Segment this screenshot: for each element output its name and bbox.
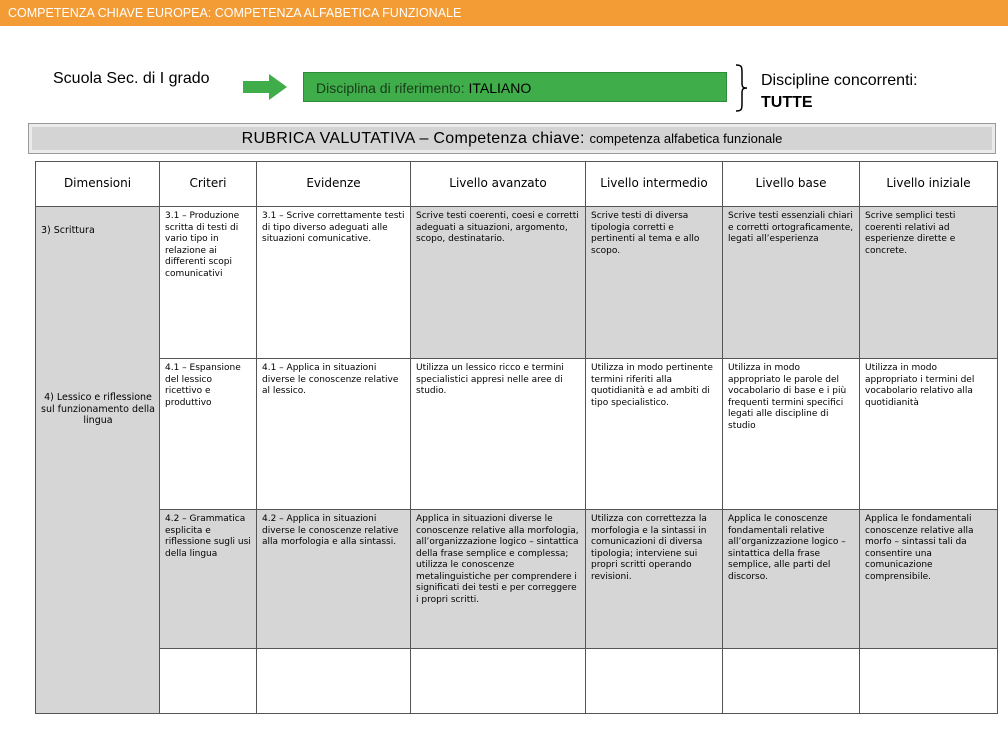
header-criteri: Criteri bbox=[160, 162, 257, 207]
empty-cell bbox=[257, 649, 411, 714]
table-row bbox=[36, 510, 998, 649]
base-cell: Scrive testi essenziali chiari e corretti ortograficamente, legati all’esperienza bbox=[723, 207, 860, 359]
empty-cell bbox=[860, 649, 998, 714]
right-arrow-icon bbox=[243, 74, 287, 100]
table-row bbox=[36, 359, 998, 510]
header-livello-iniziale: Livello iniziale bbox=[860, 162, 998, 207]
empty-cell bbox=[586, 649, 723, 714]
intermedio-cell: Utilizza in modo pertinente termini riferiti alla quotidianità e ad ambiti di tipo specialistico. bbox=[586, 359, 723, 510]
criterio-cell: 4.1 – Espansione del lessico ricettivo e produttivo bbox=[160, 359, 257, 510]
concurrent-value: TUTTE bbox=[761, 94, 813, 111]
table-row bbox=[36, 207, 998, 359]
page-header: COMPETENZA CHIAVE EUROPEA: COMPETENZA ALFABETICA FUNZIONALE bbox=[0, 0, 1008, 26]
iniziale-cell: Scrive semplici testi coerenti relativi ad esperienze dirette e concrete. bbox=[860, 207, 998, 359]
avanzato-cell: Utilizza un lessico ricco e termini specialistici appresi nelle aree di studio. bbox=[411, 359, 586, 510]
avanzato-cell: Applica in situazioni diverse le conoscenze relative alla morfologia, all’organizzazione logico – sintattica della frase semplice e complessa; utilizza le conoscenze metalinguistiche per comprendere i significati dei testi e per correggere i propri scritti. bbox=[411, 510, 586, 649]
concurrent-disciplines bbox=[761, 70, 918, 114]
avanzato-cell: Scrive testi coerenti, coesi e corretti adeguati a situazioni, argomento, scopo, destinatario. bbox=[411, 207, 586, 359]
dimensions-cell bbox=[36, 207, 160, 714]
evidenza-cell: 3.1 – Scrive correttamente testi di tipo diverso adeguati alle situazioni comunicative. bbox=[257, 207, 411, 359]
evidenza-cell: 4.2 – Applica in situazioni diverse le conoscenze relative alla morfologia e alla sintassi. bbox=[257, 510, 411, 649]
base-cell: Applica le conoscenze fondamentali relative all’organizzazione logico – sintattica della frase semplice, alle parti del discorso. bbox=[723, 510, 860, 649]
iniziale-cell: Utilizza in modo appropriato i termini del vocabolario relativo alla quotidianità bbox=[860, 359, 998, 510]
discipline-label: Disciplina di riferimento: bbox=[316, 80, 469, 96]
iniziale-cell: Applica le fondamentali conoscenze relative alla morfo – sintassi tali da consentire una comunicazione comprensibile. bbox=[860, 510, 998, 649]
header-livello-base: Livello base bbox=[723, 162, 860, 207]
table-header-row bbox=[36, 162, 998, 207]
criterio-cell: 4.2 – Grammatica esplicita e riflessione sugli usi della lingua bbox=[160, 510, 257, 649]
evidenza-cell: 4.1 – Applica in situazioni diverse le conoscenze relative al lessico. bbox=[257, 359, 411, 510]
header-livello-intermedio: Livello intermedio bbox=[586, 162, 723, 207]
rubric-table bbox=[35, 161, 998, 714]
criterio-cell: 3.1 – Produzione scritta di testi di vario tipo in relazione ai differenti scopi comunicativi bbox=[160, 207, 257, 359]
discipline-value: ITALIANO bbox=[468, 80, 532, 96]
empty-cell bbox=[411, 649, 586, 714]
school-level: Scuola Sec. di I grado bbox=[53, 70, 210, 87]
dimension-scrittura: 3) Scrittura bbox=[41, 225, 95, 236]
intermedio-cell: Scrive testi di diversa tipologia corretti e pertinenti al tema e allo scopo. bbox=[586, 207, 723, 359]
discipline-box bbox=[303, 72, 727, 102]
rubric-title-bar bbox=[28, 123, 996, 154]
dimension-lessico: 4) Lessico e riflessione sul funzionamento della lingua bbox=[41, 392, 155, 426]
header-evidenze: Evidenze bbox=[257, 162, 411, 207]
base-cell: Utilizza in modo appropriato le parole del vocabolario di base e i più frequenti termini specifici legati alle discipline di studio bbox=[723, 359, 860, 510]
header-livello-avanzato: Livello avanzato bbox=[411, 162, 586, 207]
concurrent-label: Discipline concorrenti: bbox=[761, 72, 918, 89]
header-dimensioni: Dimensioni bbox=[36, 162, 160, 207]
empty-cell bbox=[160, 649, 257, 714]
rubric-subtitle: competenza alfabetica funzionale bbox=[589, 131, 783, 146]
empty-cell bbox=[723, 649, 860, 714]
rubric-title: RUBRICA VALUTATIVA – Competenza chiave: bbox=[241, 130, 590, 147]
intermedio-cell: Utilizza con correttezza la morfologia e la sintassi in comunicazioni di diversa tipologia; interviene sui propri scritti operando revisioni. bbox=[586, 510, 723, 649]
table-row-empty bbox=[36, 649, 998, 714]
brace-icon bbox=[733, 63, 751, 113]
